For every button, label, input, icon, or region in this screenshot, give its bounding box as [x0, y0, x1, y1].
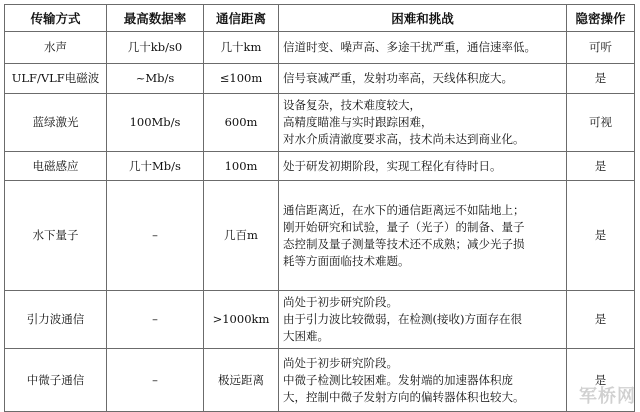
table-row — [5, 32, 635, 64]
cell-distance: ≤100m — [204, 64, 279, 94]
cell-challenges — [279, 64, 567, 94]
cell-method: 引力波通信 — [5, 291, 107, 349]
cell-rate: ~Mb/s — [107, 64, 204, 94]
cell-method: 水声 — [5, 32, 107, 64]
cell-covert: 是 — [567, 64, 635, 94]
cell-distance: >1000km — [204, 291, 279, 349]
challenge-line: 高精度瞄准与实时跟踪困难， — [283, 115, 433, 129]
challenge-line: 态控制及量子测量等技术还不成熟；减少光子损 — [283, 236, 525, 251]
challenge-line: 尚处于初步研究阶段。 — [283, 355, 398, 370]
cell-covert: 是 — [567, 181, 635, 291]
challenge-line: 通信距离近，在水下的通信距离远不如陆地上； — [283, 202, 525, 217]
cell-distance: 100m — [204, 152, 279, 181]
cell-rate: 几十kb/s0 — [107, 32, 204, 64]
challenge-line: 信号衰减严重，发射功率高，天线体积庞大。 — [283, 71, 513, 85]
challenge-line: 信道时变、噪声高、多途干扰严重，通信速率低。 — [283, 40, 536, 54]
cell-distance: 几百m — [204, 181, 279, 291]
header-distance: 通信距离 — [204, 5, 279, 32]
cell-rate: – — [107, 349, 204, 412]
table-header-row — [5, 5, 635, 32]
cell-challenges — [279, 349, 567, 412]
cell-method: 电磁感应 — [5, 152, 107, 181]
table-row — [5, 349, 635, 412]
header-challenges: 困难和挑战 — [279, 5, 567, 32]
header-covert: 隐密操作 — [567, 5, 635, 32]
challenge-line: 大困难。 — [283, 329, 329, 343]
cell-method: 中微子通信 — [5, 349, 107, 412]
cell-covert: 可视 — [567, 94, 635, 152]
challenge-line: 中微子检测比较困难。发射端的加速器体积庞 — [283, 372, 513, 387]
challenge-line: 由于引力波比较微弱，在检测(接收)方面存在很 — [283, 312, 522, 326]
comparison-table-container — [4, 4, 634, 412]
header-max-rate: 最高数据率 — [107, 5, 204, 32]
challenge-line: 耗等方面面临技术难题。 — [283, 253, 410, 268]
table-row — [5, 181, 635, 291]
cell-rate: – — [107, 291, 204, 349]
table-row — [5, 94, 635, 152]
cell-covert: 是 — [567, 291, 635, 349]
cell-method: ULF/VLF电磁波 — [5, 64, 107, 94]
cell-distance: 极远距离 — [204, 349, 279, 412]
challenge-line: 尚处于初步研究阶段。 — [283, 295, 398, 309]
cell-challenges — [279, 291, 567, 349]
cell-distance: 600m — [204, 94, 279, 152]
cell-challenges — [279, 94, 567, 152]
table-row — [5, 152, 635, 181]
cell-rate: – — [107, 181, 204, 291]
table-row — [5, 291, 635, 349]
header-method: 传输方式 — [5, 5, 107, 32]
cell-rate: 100Mb/s — [107, 94, 204, 152]
table-row — [5, 64, 635, 94]
cell-challenges — [279, 152, 567, 181]
challenge-line: 设备复杂，技术难度较大， — [283, 98, 421, 112]
cell-challenges — [279, 32, 567, 64]
cell-covert: 是 — [567, 152, 635, 181]
cell-method: 水下量子 — [5, 181, 107, 291]
cell-challenges — [279, 181, 567, 291]
challenge-line: 大，控制中微子发射方向的偏转器体积也较大。 — [283, 389, 525, 404]
cell-distance: 几十km — [204, 32, 279, 64]
challenge-line: 处于研发初期阶段，实现工程化有待时日。 — [283, 158, 502, 173]
underwater-communication-table — [4, 4, 635, 412]
challenge-line: 刚开始研究和试验，量子（光子）的制备、量子 — [283, 219, 525, 234]
cell-covert: 是 — [567, 349, 635, 412]
cell-covert: 可听 — [567, 32, 635, 64]
challenge-line: 对水介质清澈度要求高，技术尚未达到商业化。 — [283, 132, 525, 146]
watermark-logo: 军桥网 — [579, 386, 636, 407]
cell-method: 蓝绿激光 — [5, 94, 107, 152]
cell-rate: 几十Mb/s — [107, 152, 204, 181]
